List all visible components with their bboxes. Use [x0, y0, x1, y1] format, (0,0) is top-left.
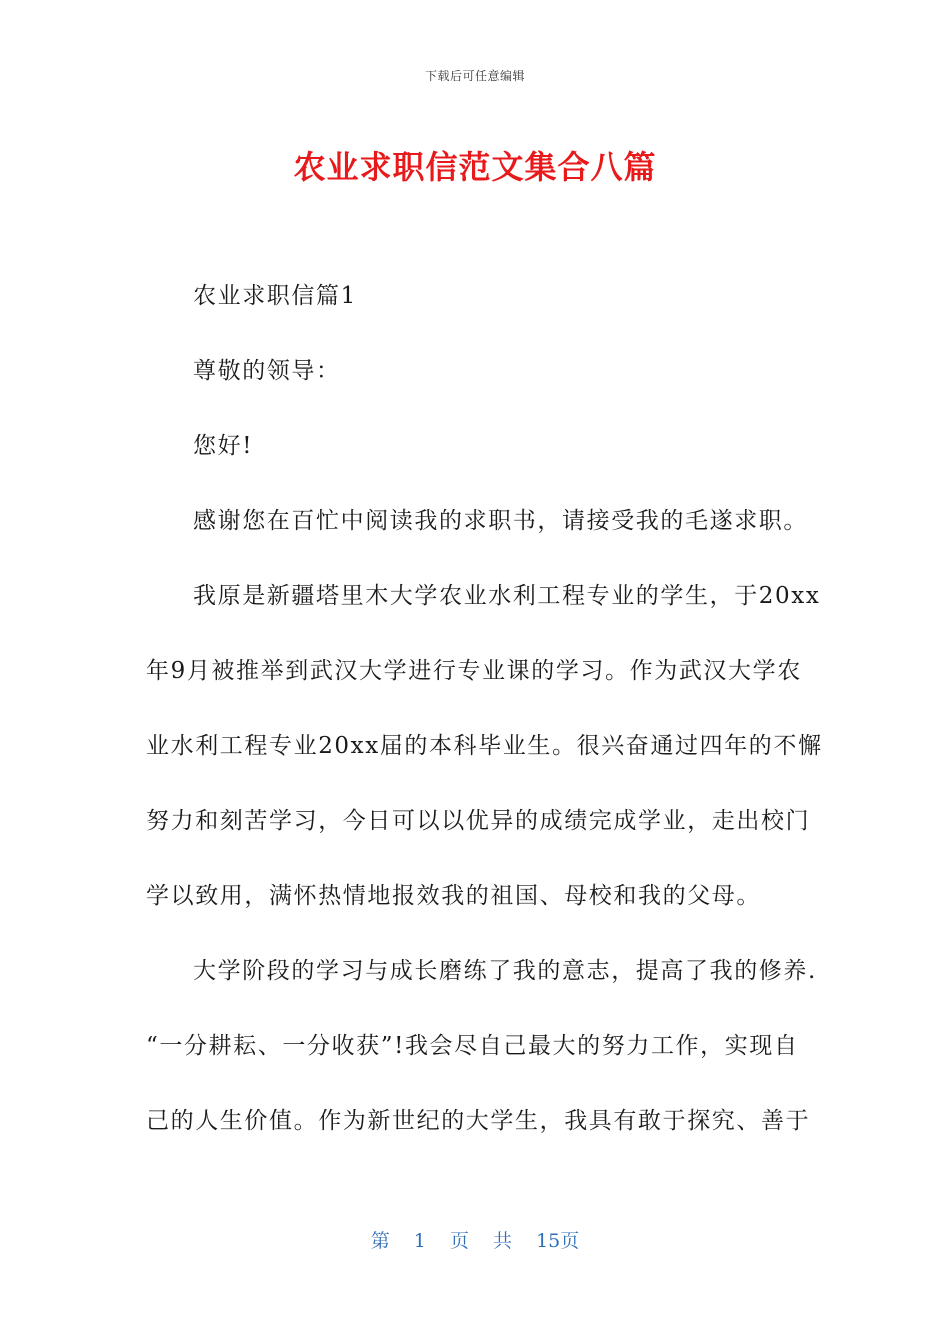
body-line: 努力和刻苦学习，今日可以以优异的成绩完成学业，走出校门: [146, 808, 811, 834]
body-line: 年9月被推举到武汉大学进行专业课的学习。作为武汉大学农: [146, 658, 802, 684]
page-footer: [0, 1226, 950, 1253]
body-line: 农业求职信篇1: [193, 283, 357, 309]
body-line: 大学阶段的学习与成长磨练了我的意志，提高了我的修养.: [193, 958, 817, 984]
footer-total-pages: 15页: [536, 1230, 580, 1252]
body-line: “一分耕耘、一分收获”!我会尽自己最大的努力工作，实现自: [146, 1033, 799, 1059]
footer-page-unit: 页: [449, 1230, 469, 1252]
document-title: 农业求职信范文集合八篇: [293, 148, 657, 186]
footer-page-label: 第: [370, 1230, 390, 1252]
body-line: 己的人生价值。作为新世纪的大学生，我具有敢于探究、善于: [146, 1108, 811, 1134]
body-line: 业水利工程专业20xx届的本科毕业生。很兴奋通过四年的不懈: [146, 733, 823, 759]
body-line: 我原是新疆塔里木大学农业水利工程专业的学生，于20xx: [193, 583, 821, 609]
body-line: 学以致用，满怀热情地报效我的祖国、母校和我的父母。: [146, 883, 761, 909]
footer-total-label: 共: [493, 1230, 513, 1252]
document-body: [146, 280, 823, 1180]
body-line: 您好!: [193, 433, 254, 459]
footer-current-page: 1: [413, 1230, 426, 1252]
header-note: 下载后可任意编辑: [424, 69, 525, 83]
body-line: 感谢您在百忙中阅读我的求职书，请接受我的毛遂求职。: [193, 508, 808, 534]
body-line: 尊敬的领导：: [193, 358, 341, 384]
